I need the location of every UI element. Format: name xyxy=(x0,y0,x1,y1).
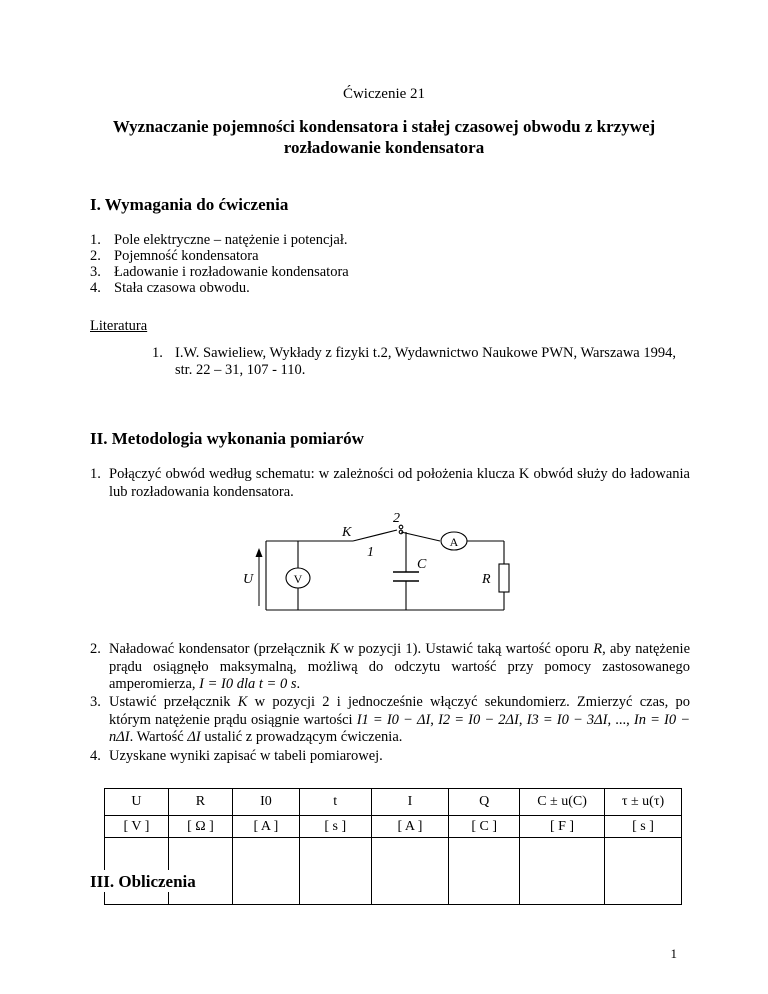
table-header-cell: I xyxy=(371,789,449,816)
voltage-label: U xyxy=(243,572,254,587)
table-cell xyxy=(299,838,371,905)
section-1-heading: I. Wymagania do ćwiczenia xyxy=(90,195,289,214)
voltage-arrow xyxy=(256,548,263,557)
document-title: Wyznaczanie pojemności kondensatora i stałej czasowej obwodu z krzywej rozładowanie kondensatora xyxy=(112,117,656,157)
list-item: 1. Pole elektryczne – natężenie i potencjał. xyxy=(90,232,348,248)
table-unit-cell: [ s ] xyxy=(299,816,371,838)
table-header-row xyxy=(105,789,682,816)
step-2: 2. Naładować kondensator (przełącznik K w pozycji 1). Ustawić taką wartość oporu R, aby natężenie prądu osiągnęło maksymalną, możliwą do odczytu wartość przy pomocy zastosowanego amperomierza, I = I0 dla t = 0 s. xyxy=(90,641,691,692)
table-unit-cell: [ F ] xyxy=(520,816,605,838)
circuit-diagram xyxy=(243,508,530,628)
table-header-cell: τ ± u(τ) xyxy=(604,789,681,816)
ammeter-label: A xyxy=(449,535,459,549)
table-unit-cell: [ s ] xyxy=(604,816,681,838)
requirements-list xyxy=(90,232,650,296)
table-header-cell: t xyxy=(299,789,371,816)
exercise-label: Ćwiczenie 21 xyxy=(342,86,426,102)
table-cell xyxy=(604,838,681,905)
reference-item: 1. I.W. Sawieliew, Wykłady z fizyki t.2, Wydawnictwo Naukowe PWN, Warszawa 1994, str. 22 – 31, 107 - 110. xyxy=(152,345,676,378)
formula: I3 = I0 − 3ΔI xyxy=(526,711,608,728)
list-item: 4. Stała czasowa obwodu. xyxy=(90,280,250,296)
formula: I = I0 dla t = 0 s xyxy=(199,676,297,692)
table-unit-cell: [ A ] xyxy=(232,816,299,838)
section-3-heading: III. Obliczenia xyxy=(84,870,202,892)
formula: I2 = I0 − 2ΔI xyxy=(438,711,519,728)
table-unit-cell: [ V ] xyxy=(105,816,169,838)
table-header-cell: I0 xyxy=(232,789,299,816)
table-unit-cell: [ A ] xyxy=(371,816,449,838)
step-4: 4. Uzyskane wyniki zapisać w tabeli pomiarowej. xyxy=(90,748,383,764)
resistor-symbol xyxy=(499,564,509,592)
table-header-cell: U xyxy=(105,789,169,816)
step-1: 1. Połączyć obwód według schematu: w zależności od położenia klucza K obwód służy do ładowania lub rozładowania kondensatora. xyxy=(90,466,690,500)
section-2-heading: II. Metodologia wykonania pomiarów xyxy=(90,429,364,448)
table-cell xyxy=(371,838,449,905)
voltmeter-label: V xyxy=(293,572,303,586)
table-units-row xyxy=(105,816,682,838)
table-unit-cell: [ Ω ] xyxy=(168,816,232,838)
table-header-cell: C ± u(C) xyxy=(520,789,605,816)
page-number: 1 xyxy=(670,946,677,961)
table-header-cell: R xyxy=(168,789,232,816)
table-cell xyxy=(449,838,520,905)
table-cell xyxy=(232,838,299,905)
switch-label: K xyxy=(342,525,352,540)
table-header-cell: Q xyxy=(449,789,520,816)
switch-blade xyxy=(353,530,397,541)
literature-label: Literatura xyxy=(90,318,148,334)
step-3: 3. Ustawić przełącznik K w pozycji 2 i jednocześnie włączyć sekundomierz. Zmierzyć czas, po którym natężenie prądu osiągnie wartości I1 = I0 − ΔI, I2 = I0 − 2ΔI, I3 = I0 − 3ΔI, ..., In = I0 − nΔI. Wartość ΔI ustalić z prowadzącym ćwiczenia. xyxy=(90,694,691,745)
table-cell xyxy=(520,838,605,905)
formula: I1 = I0 − ΔI xyxy=(356,711,431,728)
list-item: 3. Ładowanie i rozładowanie kondensatora xyxy=(90,264,349,280)
resistor-label: R xyxy=(482,572,491,587)
capacitor-label: C xyxy=(417,557,427,572)
table-unit-cell: [ C ] xyxy=(449,816,520,838)
list-item: 2. Pojemność kondensatora xyxy=(90,248,259,264)
formula: In = I0 − nΔI xyxy=(109,711,691,745)
switch-position-2-label: 2 xyxy=(393,511,400,526)
switch-position-1-label: 1 xyxy=(367,545,374,560)
